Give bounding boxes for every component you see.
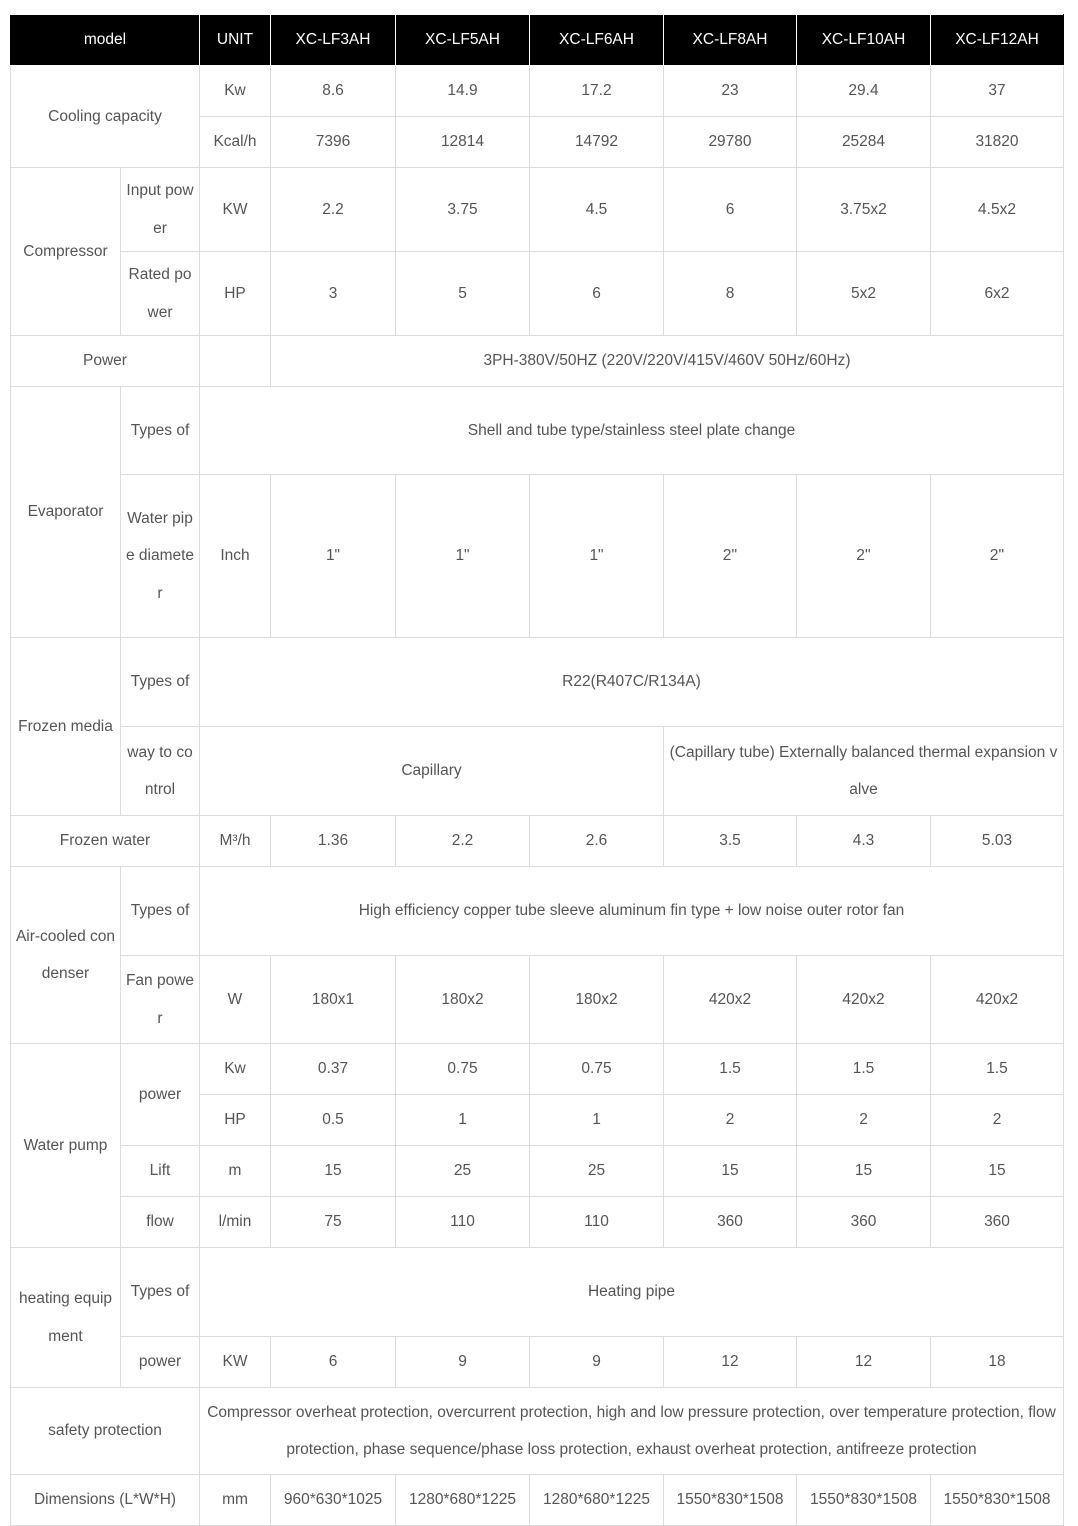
value-cell: 29.4 <box>797 66 931 117</box>
sub-label: way to control <box>121 727 200 816</box>
value-cell: 180x2 <box>530 956 664 1044</box>
unit-cell: Kcal/h <box>200 117 271 168</box>
pump-kw-row <box>11 1044 1064 1095</box>
unit-cell: HP <box>200 1095 271 1146</box>
value-cell: 3.75x2 <box>797 168 931 252</box>
heating-types-row <box>11 1248 1064 1337</box>
model-name: XC-LF12AH <box>931 15 1064 66</box>
power-row <box>11 336 1064 387</box>
value-cell: 1.5 <box>797 1044 931 1095</box>
compressor-rated-row <box>11 252 1064 336</box>
value-cell: 2'' <box>797 475 931 638</box>
value-cell: 5x2 <box>797 252 931 336</box>
value-cell: 110 <box>530 1197 664 1248</box>
value-cell: 1" <box>530 475 664 638</box>
value-cell: 360 <box>664 1197 797 1248</box>
sub-label: Types of <box>121 638 200 727</box>
value-cell: 4.5x2 <box>931 168 1064 252</box>
refrigerant-value: R22(R407C/R134A) <box>200 638 1064 727</box>
value-cell: 1.5 <box>664 1044 797 1095</box>
evaporator-types-row <box>11 387 1064 475</box>
heating-equipment-label: heating equipment <box>11 1248 121 1388</box>
value-cell: 180x1 <box>271 956 396 1044</box>
safety-protection-value: Compressor overheat protection, overcurrent protection, high and low pressure protection, over temperature protection, flow protection, phase sequence/phase loss protection, exhaust overheat protection, antifreeze protection <box>200 1388 1064 1475</box>
sub-label: power <box>121 1337 200 1388</box>
unit-cell: mm <box>200 1475 271 1526</box>
value-cell: 4.5 <box>530 168 664 252</box>
value-cell: 2 <box>664 1095 797 1146</box>
model-name: XC-LF8AH <box>664 15 797 66</box>
value-cell: 960*630*1025 <box>271 1475 396 1526</box>
unit-cell: Inch <box>200 475 271 638</box>
frozen-water-label: Frozen water <box>11 816 200 867</box>
value-cell: 1550*830*1508 <box>664 1475 797 1526</box>
value-cell: 1.36 <box>271 816 396 867</box>
unit-cell: l/min <box>200 1197 271 1248</box>
pump-lift-row <box>11 1146 1064 1197</box>
safety-row <box>11 1388 1064 1475</box>
evaporator-pipe-row <box>11 475 1064 638</box>
condenser-type-value: High efficiency copper tube sleeve aluminum fin type + low noise outer rotor fan <box>200 867 1064 956</box>
frozen-media-label: Frozen media <box>11 638 121 816</box>
evaporator-label: Evaporator <box>11 387 121 638</box>
frozen-media-control-row <box>11 727 1064 816</box>
value-cell: 5 <box>396 252 530 336</box>
model-name: XC-LF6AH <box>530 15 664 66</box>
value-cell: 15 <box>931 1146 1064 1197</box>
value-cell: 15 <box>664 1146 797 1197</box>
sub-label: Types of <box>121 387 200 475</box>
value-cell: 25 <box>396 1146 530 1197</box>
value-cell: 1280*680*1225 <box>530 1475 664 1526</box>
value-cell: 6 <box>664 168 797 252</box>
cooling-capacity-label: Cooling capacity <box>11 66 200 168</box>
sub-label: Water pipe diameter <box>121 475 200 638</box>
value-cell: 2.6 <box>530 816 664 867</box>
control-value-b: (Capillary tube) Externally balanced thermal expansion valve <box>664 727 1064 816</box>
water-pump-label: Water pump <box>11 1044 121 1248</box>
frozen-water-row <box>11 816 1064 867</box>
value-cell: 29780 <box>664 117 797 168</box>
sub-label: Input power <box>121 168 200 252</box>
model-header: model <box>11 15 200 66</box>
value-cell: 360 <box>797 1197 931 1248</box>
value-cell: 6 <box>530 252 664 336</box>
value-cell: 110 <box>396 1197 530 1248</box>
unit-cell: W <box>200 956 271 1044</box>
evaporator-type-value: Shell and tube type/stainless steel plate change <box>200 387 1064 475</box>
condenser-types-row <box>11 867 1064 956</box>
value-cell: 15 <box>797 1146 931 1197</box>
value-cell: 14792 <box>530 117 664 168</box>
value-cell: 2'' <box>931 475 1064 638</box>
value-cell: 2'' <box>664 475 797 638</box>
unit-cell: KW <box>200 168 271 252</box>
condenser-label: Air-cooled condenser <box>11 867 121 1044</box>
unit-header: UNIT <box>200 15 271 66</box>
value-cell: 420x2 <box>797 956 931 1044</box>
value-cell: 0.37 <box>271 1044 396 1095</box>
value-cell: 0.75 <box>530 1044 664 1095</box>
value-cell: 25284 <box>797 117 931 168</box>
unit-cell: KW <box>200 1337 271 1388</box>
value-cell: 2.2 <box>271 168 396 252</box>
unit-cell: m <box>200 1146 271 1197</box>
value-cell: 75 <box>271 1197 396 1248</box>
value-cell: 2.2 <box>396 816 530 867</box>
sub-label: Fan power <box>121 956 200 1044</box>
dimensions-label: Dimensions (L*W*H) <box>11 1475 200 1526</box>
model-name: XC-LF5AH <box>396 15 530 66</box>
sub-label: power <box>121 1044 200 1146</box>
value-cell: 18 <box>931 1337 1064 1388</box>
value-cell: 1 <box>530 1095 664 1146</box>
value-cell: 3.75 <box>396 168 530 252</box>
condenser-fan-row <box>11 956 1064 1044</box>
value-cell: 1550*830*1508 <box>797 1475 931 1526</box>
value-cell: 15 <box>271 1146 396 1197</box>
value-cell: 2 <box>931 1095 1064 1146</box>
value-cell: 5.03 <box>931 816 1064 867</box>
value-cell: 12 <box>664 1337 797 1388</box>
value-cell: 9 <box>530 1337 664 1388</box>
value-cell: 25 <box>530 1146 664 1197</box>
compressor-label: Compressor <box>11 168 121 336</box>
value-cell: 8 <box>664 252 797 336</box>
header-row <box>11 15 1064 66</box>
value-cell: 1" <box>396 475 530 638</box>
value-cell: 4.3 <box>797 816 931 867</box>
value-cell: 31820 <box>931 117 1064 168</box>
value-cell: 17.2 <box>530 66 664 117</box>
sub-label: Types of <box>121 867 200 956</box>
value-cell: 420x2 <box>664 956 797 1044</box>
value-cell: 1" <box>271 475 396 638</box>
value-cell: 12 <box>797 1337 931 1388</box>
compressor-input-row <box>11 168 1064 252</box>
model-name: XC-LF3AH <box>271 15 396 66</box>
value-cell: 1 <box>396 1095 530 1146</box>
value-cell: 0.75 <box>396 1044 530 1095</box>
value-cell: 180x2 <box>396 956 530 1044</box>
control-value-a: Capillary <box>200 727 664 816</box>
sub-label: Lift <box>121 1146 200 1197</box>
pump-flow-row <box>11 1197 1064 1248</box>
value-cell: 7396 <box>271 117 396 168</box>
value-cell: 420x2 <box>931 956 1064 1044</box>
unit-cell: Kw <box>200 66 271 117</box>
value-cell: 6 <box>271 1337 396 1388</box>
value-cell: 23 <box>664 66 797 117</box>
frozen-media-types-row <box>11 638 1064 727</box>
value-cell: 0.5 <box>271 1095 396 1146</box>
value-cell: 360 <box>931 1197 1064 1248</box>
value-cell: 6x2 <box>931 252 1064 336</box>
heating-power-row <box>11 1337 1064 1388</box>
value-cell: 14.9 <box>396 66 530 117</box>
value-cell: 12814 <box>396 117 530 168</box>
power-label: Power <box>11 336 200 387</box>
model-name: XC-LF10AH <box>797 15 931 66</box>
sub-label: Rated power <box>121 252 200 336</box>
unit-cell <box>200 336 271 387</box>
value-cell: 8.6 <box>271 66 396 117</box>
value-cell: 1550*830*1508 <box>931 1475 1064 1526</box>
value-cell: 2 <box>797 1095 931 1146</box>
value-cell: 3.5 <box>664 816 797 867</box>
unit-cell: M³/h <box>200 816 271 867</box>
value-cell: 3 <box>271 252 396 336</box>
unit-cell: Kw <box>200 1044 271 1095</box>
power-value: 3PH-380V/50HZ (220V/220V/415V/460V 50Hz/60Hz) <box>271 336 1064 387</box>
unit-cell: HP <box>200 252 271 336</box>
safety-protection-label: safety protection <box>11 1388 200 1475</box>
value-cell: 1.5 <box>931 1044 1064 1095</box>
spec-table <box>10 14 1064 1526</box>
dimensions-row <box>11 1475 1064 1526</box>
value-cell: 1280*680*1225 <box>396 1475 530 1526</box>
sub-label: Types of <box>121 1248 200 1337</box>
heating-type-value: Heating pipe <box>200 1248 1064 1337</box>
value-cell: 9 <box>396 1337 530 1388</box>
sub-label: flow <box>121 1197 200 1248</box>
cooling-kw-row <box>11 66 1064 117</box>
value-cell: 37 <box>931 66 1064 117</box>
